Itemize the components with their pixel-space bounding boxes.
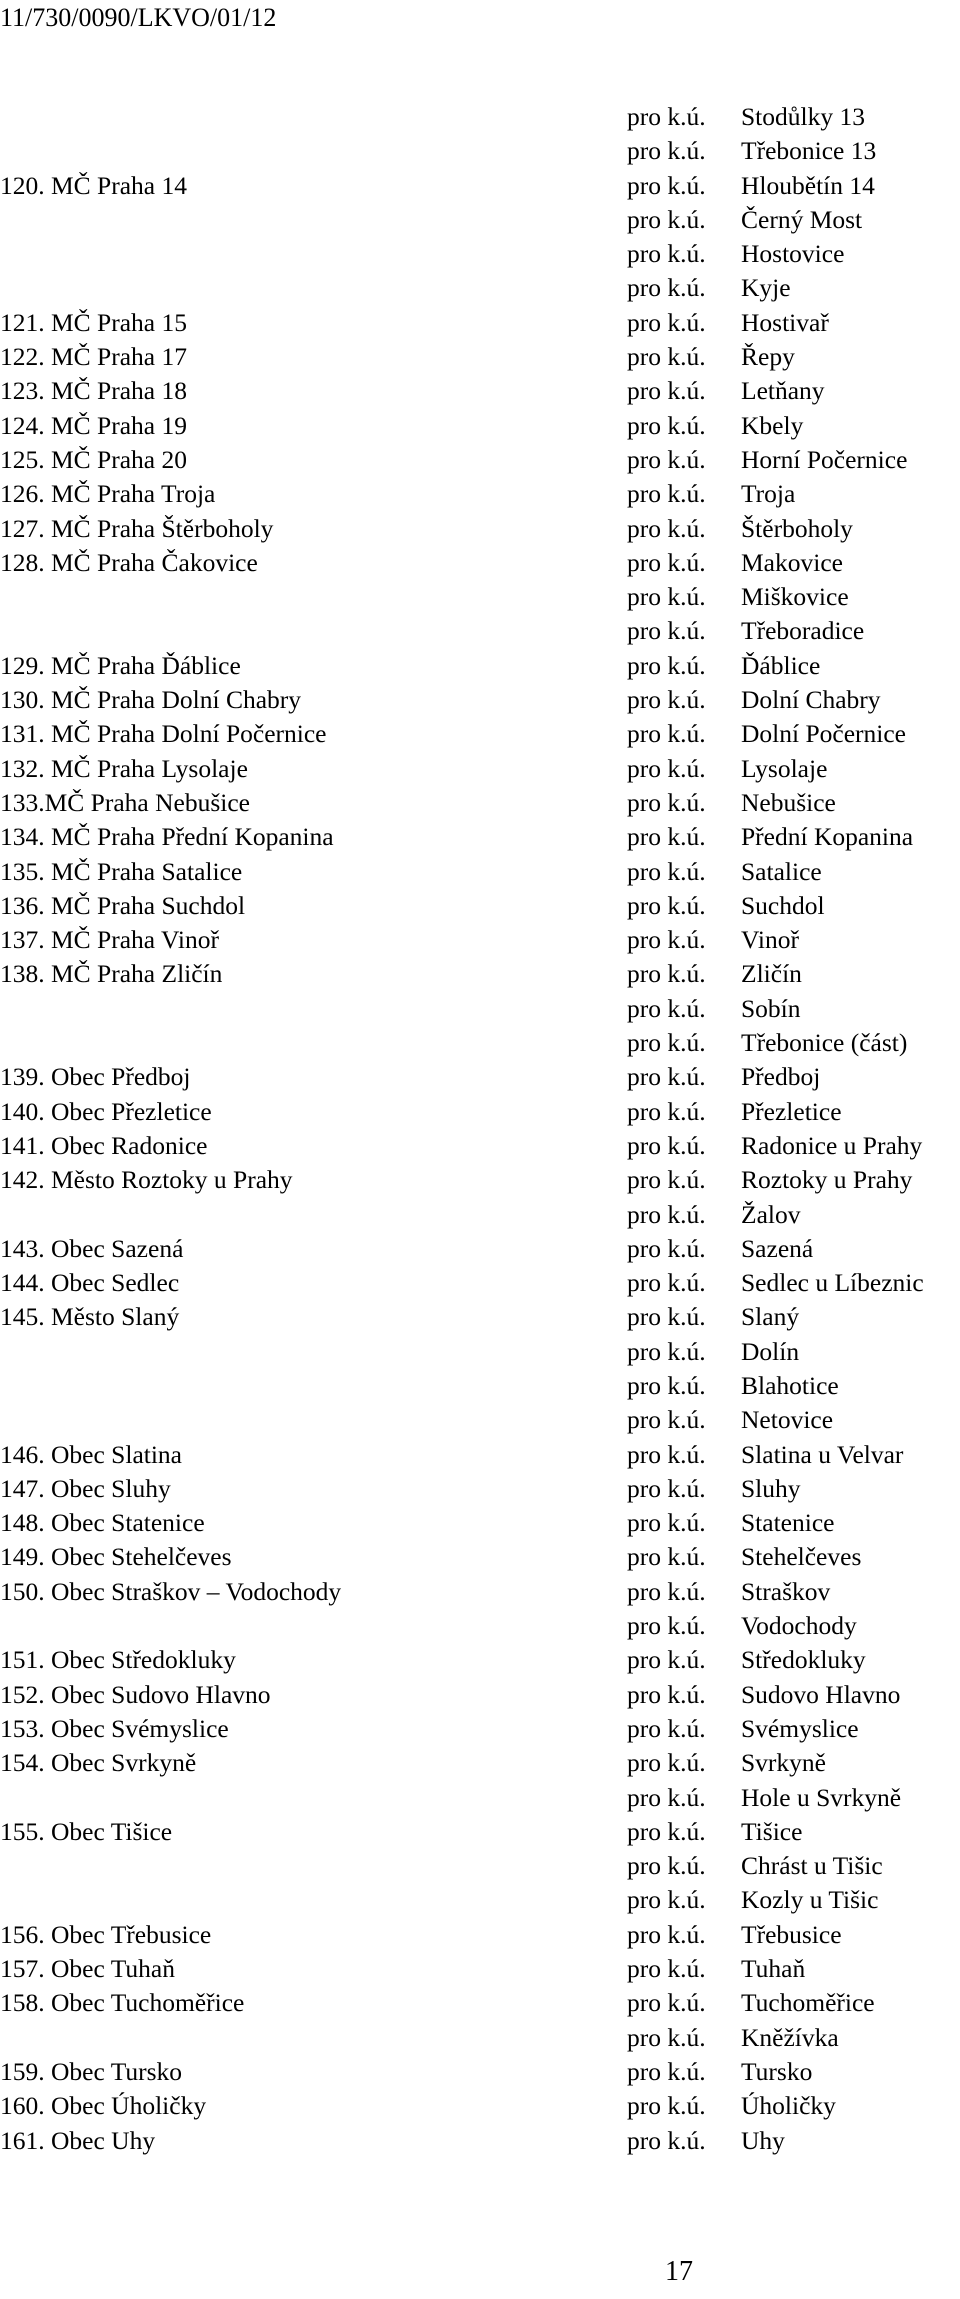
list-row	[0, 717, 960, 751]
cadastral-area-name: Slatina u Velvar	[741, 1439, 904, 1469]
list-row	[0, 271, 960, 305]
cadastral-area	[627, 374, 825, 408]
list-row	[0, 580, 960, 614]
municipality-name: 129. MČ Praha Ďáblice	[0, 650, 241, 680]
list-row	[0, 1163, 960, 1197]
cadastral-area-name: Letňany	[741, 376, 825, 406]
list-row	[0, 100, 960, 134]
list-row	[0, 203, 960, 237]
cadastral-prefix: pro k.ú.	[627, 1988, 706, 2018]
cadastral-area	[627, 717, 906, 751]
cadastral-prefix: pro k.ú.	[627, 1062, 706, 1092]
cadastral-area	[627, 477, 795, 511]
cadastral-prefix: pro k.ú.	[627, 1233, 706, 1263]
cadastral-area	[627, 786, 836, 820]
list-row	[0, 1918, 960, 1952]
cadastral-area	[627, 855, 822, 889]
cadastral-prefix: pro k.ú.	[627, 273, 706, 303]
municipality-name: 157. Obec Tuhaň	[0, 1954, 175, 1984]
cadastral-area-name: Satalice	[741, 856, 822, 886]
cadastral-area-name: Kbely	[741, 410, 804, 440]
cadastral-area	[627, 1060, 820, 1094]
cadastral-area	[627, 1335, 799, 1369]
cadastral-area-name: Řepy	[741, 342, 795, 372]
list-row	[0, 1746, 960, 1780]
cadastral-prefix: pro k.ú.	[627, 1473, 706, 1503]
cadastral-area	[627, 1643, 866, 1677]
municipality-name: 152. Obec Sudovo Hlavno	[0, 1679, 271, 1709]
list-row	[0, 1575, 960, 1609]
cadastral-prefix: pro k.ú.	[627, 479, 706, 509]
cadastral-area-name: Chrást u Tišic	[741, 1851, 883, 1881]
cadastral-prefix: pro k.ú.	[627, 1954, 706, 1984]
cadastral-area-name: Stodůlky 13	[741, 102, 865, 131]
list-row	[0, 1540, 960, 1574]
municipality-name: 127. MČ Praha Štěrboholy	[0, 513, 274, 543]
cadastral-area-name: Předboj	[741, 1062, 821, 1092]
municipality-name: 139. Obec Předboj	[0, 1062, 191, 1092]
cadastral-area	[627, 1472, 801, 1506]
list-row	[0, 1472, 960, 1506]
cadastral-area-name: Roztoky u Prahy	[741, 1165, 913, 1195]
list-row	[0, 1883, 960, 1917]
cadastral-area	[627, 100, 865, 134]
cadastral-prefix: pro k.ú.	[627, 1679, 706, 1709]
list-row	[0, 374, 960, 408]
cadastral-area	[627, 546, 843, 580]
cadastral-area-name: Makovice	[741, 547, 843, 577]
municipality-name: 123. MČ Praha 18	[0, 376, 187, 406]
municipality-name: 159. Obec Tursko	[0, 2056, 183, 2086]
list-row	[0, 546, 960, 580]
cadastral-area-name: Sluhy	[741, 1473, 801, 1503]
municipality-name: 138. MČ Praha Zličín	[0, 959, 223, 989]
municipality-name: 130. MČ Praha Dolní Chabry	[0, 685, 302, 715]
list-row	[0, 889, 960, 923]
cadastral-area-name: Horní Počernice	[741, 444, 908, 474]
cadastral-prefix: pro k.ú.	[627, 1851, 706, 1881]
municipality-name: 153. Obec Svémyslice	[0, 1713, 229, 1743]
cadastral-area-name: Třebonice (část)	[741, 1028, 908, 1058]
territory-list	[0, 100, 960, 2158]
cadastral-prefix: pro k.ú.	[627, 1782, 706, 1812]
cadastral-area-name: Lysolaje	[741, 753, 828, 783]
list-row	[0, 1678, 960, 1712]
list-row	[0, 443, 960, 477]
cadastral-prefix: pro k.ú.	[627, 513, 706, 543]
document-reference: 11/730/0090/LKVO/01/12	[0, 3, 277, 32]
cadastral-area	[627, 1403, 833, 1437]
cadastral-area-name: Dolín	[741, 1336, 800, 1366]
cadastral-area	[627, 649, 820, 683]
cadastral-area-name: Zličín	[741, 959, 802, 989]
cadastral-area	[627, 1918, 842, 1952]
cadastral-area	[627, 1952, 805, 1986]
cadastral-prefix: pro k.ú.	[627, 1576, 706, 1606]
list-row	[0, 1335, 960, 1369]
municipality-name: 135. MČ Praha Satalice	[0, 856, 243, 886]
cadastral-area-name: Vinoř	[741, 925, 799, 955]
list-row	[0, 1266, 960, 1300]
municipality-name: 149. Obec Stehelčeves	[0, 1542, 232, 1572]
list-row	[0, 683, 960, 717]
list-row	[0, 1952, 960, 1986]
list-row	[0, 923, 960, 957]
list-row	[0, 855, 960, 889]
municipality-name: 147. Obec Sluhy	[0, 1473, 171, 1503]
cadastral-prefix: pro k.ú.	[627, 787, 706, 817]
cadastral-area-name: Statenice	[741, 1508, 835, 1538]
cadastral-prefix: pro k.ú.	[627, 376, 706, 406]
cadastral-area-name: Třebusice	[741, 1919, 842, 1949]
cadastral-area	[627, 1232, 813, 1266]
cadastral-area-name: Štěrboholy	[741, 513, 853, 543]
cadastral-area	[627, 340, 795, 374]
cadastral-prefix: pro k.ú.	[627, 1748, 706, 1778]
municipality-name: 131. MČ Praha Dolní Počernice	[0, 719, 327, 749]
cadastral-area-name: Netovice	[741, 1405, 834, 1435]
cadastral-prefix: pro k.ú.	[627, 1645, 706, 1675]
cadastral-area-name: Tursko	[741, 2056, 813, 2086]
cadastral-prefix: pro k.ú.	[627, 102, 706, 131]
list-row	[0, 1609, 960, 1643]
cadastral-area-name: Třeboradice	[741, 616, 865, 646]
list-row	[0, 169, 960, 203]
list-row	[0, 1815, 960, 1849]
cadastral-prefix: pro k.ú.	[627, 1199, 706, 1229]
cadastral-area	[627, 683, 881, 717]
cadastral-area-name: Třebonice 13	[741, 136, 877, 166]
cadastral-area-name: Blahotice	[741, 1370, 839, 1400]
municipality-name: 146. Obec Slatina	[0, 1439, 182, 1469]
list-row	[0, 1712, 960, 1746]
cadastral-area	[627, 1781, 901, 1815]
cadastral-area-name: Stehelčeves	[741, 1542, 862, 1572]
cadastral-area	[627, 1438, 903, 1472]
cadastral-area	[627, 1266, 924, 1300]
list-row	[0, 1781, 960, 1815]
cadastral-area-name: Sobín	[741, 993, 801, 1023]
cadastral-prefix: pro k.ú.	[627, 2022, 706, 2052]
municipality-name: 141. Obec Radonice	[0, 1130, 208, 1160]
cadastral-area	[627, 1609, 857, 1643]
cadastral-area-name: Nebušice	[741, 787, 836, 817]
cadastral-area	[627, 1712, 859, 1746]
cadastral-area	[627, 820, 913, 854]
list-row	[0, 1849, 960, 1883]
cadastral-prefix: pro k.ú.	[627, 1405, 706, 1435]
cadastral-area	[627, 134, 876, 168]
cadastral-prefix: pro k.ú.	[627, 685, 706, 715]
municipality-name: 140. Obec Přezletice	[0, 1096, 212, 1126]
list-row	[0, 1232, 960, 1266]
cadastral-area	[627, 1815, 802, 1849]
cadastral-area-name: Tišice	[741, 1816, 803, 1846]
municipality-name: 126. MČ Praha Troja	[0, 479, 216, 509]
municipality-name: 150. Obec Straškov – Vodochody	[0, 1576, 342, 1606]
list-row	[0, 2089, 960, 2123]
cadastral-prefix: pro k.ú.	[627, 890, 706, 920]
cadastral-prefix: pro k.ú.	[627, 1508, 706, 1538]
list-row	[0, 1643, 960, 1677]
list-row	[0, 1369, 960, 1403]
cadastral-prefix: pro k.ú.	[627, 410, 706, 440]
municipality-name: 155. Obec Tišice	[0, 1816, 173, 1846]
cadastral-area	[627, 1849, 883, 1883]
cadastral-area-name: Sedlec u Líbeznic	[741, 1268, 924, 1298]
cadastral-prefix: pro k.ú.	[627, 822, 706, 852]
municipality-name: 120. MČ Praha 14	[0, 170, 187, 200]
cadastral-prefix: pro k.ú.	[627, 1268, 706, 1298]
cadastral-area	[627, 1678, 900, 1712]
municipality-name: 144. Obec Sedlec	[0, 1268, 180, 1298]
cadastral-area	[627, 203, 862, 237]
cadastral-area-name: Úholičky	[741, 2091, 836, 2121]
list-row	[0, 1060, 960, 1094]
page-number: 17	[665, 2256, 693, 2287]
municipality-name: 122. MČ Praha 17	[0, 342, 187, 372]
cadastral-area	[627, 923, 799, 957]
cadastral-area	[627, 306, 829, 340]
cadastral-area	[627, 1746, 826, 1780]
municipality-name: 145. Město Slaný	[0, 1302, 180, 1332]
cadastral-prefix: pro k.ú.	[627, 582, 706, 612]
cadastral-area-name: Uhy	[741, 2125, 785, 2155]
list-row	[0, 1198, 960, 1232]
cadastral-area	[627, 2055, 812, 2089]
list-row	[0, 1438, 960, 1472]
cadastral-prefix: pro k.ú.	[627, 444, 706, 474]
cadastral-area-name: Ďáblice	[741, 650, 821, 680]
cadastral-prefix: pro k.ú.	[627, 170, 706, 200]
cadastral-prefix: pro k.ú.	[627, 1302, 706, 1332]
list-row	[0, 2124, 960, 2158]
cadastral-prefix: pro k.ú.	[627, 2091, 706, 2121]
municipality-name: 160. Obec Úholičky	[0, 2091, 207, 2121]
cadastral-area	[627, 992, 801, 1026]
cadastral-area	[627, 2021, 839, 2055]
cadastral-area-name: Kněžívka	[741, 2022, 839, 2052]
cadastral-area	[627, 1300, 799, 1334]
cadastral-area	[627, 1095, 842, 1129]
list-row	[0, 477, 960, 511]
cadastral-area-name: Dolní Počernice	[741, 719, 906, 749]
municipality-name: 156. Obec Třebusice	[0, 1919, 212, 1949]
cadastral-prefix: pro k.ú.	[627, 1439, 706, 1469]
cadastral-prefix: pro k.ú.	[627, 959, 706, 989]
cadastral-area-name: Slaný	[741, 1302, 800, 1332]
cadastral-prefix: pro k.ú.	[627, 342, 706, 372]
cadastral-area-name: Radonice u Prahy	[741, 1130, 923, 1160]
cadastral-area-name: Hloubětín 14	[741, 170, 875, 200]
cadastral-prefix: pro k.ú.	[627, 1096, 706, 1126]
cadastral-area	[627, 1163, 912, 1197]
list-row	[0, 306, 960, 340]
list-row	[0, 1095, 960, 1129]
cadastral-area-name: Straškov	[741, 1576, 831, 1606]
cadastral-area	[627, 614, 864, 648]
list-row	[0, 2021, 960, 2055]
cadastral-area	[627, 2124, 785, 2158]
list-row	[0, 237, 960, 271]
municipality-name: 128. MČ Praha Čakovice	[0, 547, 258, 577]
cadastral-area	[627, 1506, 834, 1540]
cadastral-area	[627, 1883, 878, 1917]
cadastral-area	[627, 1986, 875, 2020]
cadastral-prefix: pro k.ú.	[627, 1885, 706, 1915]
cadastral-area	[627, 443, 907, 477]
cadastral-prefix: pro k.ú.	[627, 616, 706, 646]
cadastral-prefix: pro k.ú.	[627, 856, 706, 886]
cadastral-prefix: pro k.ú.	[627, 239, 706, 269]
municipality-name: 134. MČ Praha Přední Kopanina	[0, 822, 334, 852]
list-row	[0, 1986, 960, 2020]
list-row	[0, 649, 960, 683]
cadastral-prefix: pro k.ú.	[627, 1028, 706, 1058]
cadastral-area	[627, 889, 825, 923]
cadastral-area-name: Suchdol	[741, 890, 825, 920]
cadastral-area-name: Žalov	[741, 1199, 801, 1229]
cadastral-area-name: Hostivař	[741, 307, 829, 337]
list-row	[0, 957, 960, 991]
cadastral-area-name: Sudovo Hlavno	[741, 1679, 901, 1709]
cadastral-area	[627, 169, 875, 203]
cadastral-area-name: Dolní Chabry	[741, 685, 881, 715]
cadastral-area-name: Tuchoměřice	[741, 1988, 875, 2018]
municipality-name: 125. MČ Praha 20	[0, 444, 187, 474]
cadastral-area	[627, 512, 853, 546]
cadastral-area-name: Přední Kopanina	[741, 822, 914, 852]
cadastral-prefix: pro k.ú.	[627, 136, 706, 166]
cadastral-prefix: pro k.ú.	[627, 753, 706, 783]
cadastral-area-name: Svrkyně	[741, 1748, 826, 1778]
cadastral-area-name: Hole u Svrkyně	[741, 1782, 902, 1812]
cadastral-prefix: pro k.ú.	[627, 307, 706, 337]
cadastral-area-name: Kyje	[741, 273, 791, 303]
list-row	[0, 512, 960, 546]
cadastral-area	[627, 957, 802, 991]
cadastral-prefix: pro k.ú.	[627, 2056, 706, 2086]
cadastral-area	[627, 1540, 861, 1574]
list-row	[0, 340, 960, 374]
list-row	[0, 992, 960, 1026]
cadastral-area	[627, 409, 803, 443]
list-row	[0, 1026, 960, 1060]
municipality-name: 137. MČ Praha Vinoř	[0, 925, 219, 955]
cadastral-prefix: pro k.ú.	[627, 650, 706, 680]
list-row	[0, 786, 960, 820]
cadastral-area	[627, 1129, 922, 1163]
list-row	[0, 1506, 960, 1540]
cadastral-prefix: pro k.ú.	[627, 547, 706, 577]
cadastral-area-name: Přezletice	[741, 1096, 842, 1126]
municipality-name: 132. MČ Praha Lysolaje	[0, 753, 248, 783]
list-row	[0, 614, 960, 648]
cadastral-area-name: Hostovice	[741, 239, 845, 269]
cadastral-area	[627, 1198, 800, 1232]
cadastral-area	[627, 580, 849, 614]
cadastral-prefix: pro k.ú.	[627, 1611, 706, 1641]
cadastral-area-name: Troja	[741, 479, 796, 509]
cadastral-area	[627, 1026, 907, 1060]
municipality-name: 143. Obec Sazená	[0, 1233, 184, 1263]
cadastral-prefix: pro k.ú.	[627, 204, 706, 234]
municipality-name: 151. Obec Středokluky	[0, 1645, 236, 1675]
list-row	[0, 1300, 960, 1334]
cadastral-prefix: pro k.ú.	[627, 2125, 706, 2155]
cadastral-area-name: Kozly u Tišic	[741, 1885, 879, 1915]
cadastral-prefix: pro k.ú.	[627, 1336, 706, 1366]
cadastral-prefix: pro k.ú.	[627, 1542, 706, 1572]
list-row	[0, 2055, 960, 2089]
cadastral-area	[627, 752, 827, 786]
cadastral-prefix: pro k.ú.	[627, 1130, 706, 1160]
cadastral-prefix: pro k.ú.	[627, 1370, 706, 1400]
cadastral-area	[627, 271, 791, 305]
cadastral-area-name: Tuhaň	[741, 1954, 806, 1984]
cadastral-area-name: Miškovice	[741, 582, 849, 612]
municipality-name: 133.MČ Praha Nebušice	[0, 787, 250, 817]
cadastral-prefix: pro k.ú.	[627, 1165, 706, 1195]
cadastral-prefix: pro k.ú.	[627, 1919, 706, 1949]
cadastral-area	[627, 2089, 836, 2123]
list-row	[0, 820, 960, 854]
cadastral-area	[627, 237, 844, 271]
municipality-name: 154. Obec Svrkyně	[0, 1748, 197, 1778]
municipality-name: 161. Obec Uhy	[0, 2125, 156, 2155]
list-row	[0, 752, 960, 786]
cadastral-area-name: Svémyslice	[741, 1713, 859, 1743]
cadastral-area	[627, 1369, 839, 1403]
cadastral-prefix: pro k.ú.	[627, 993, 706, 1023]
municipality-name: 136. MČ Praha Suchdol	[0, 890, 246, 920]
municipality-name: 121. MČ Praha 15	[0, 307, 187, 337]
municipality-name: 142. Město Roztoky u Prahy	[0, 1165, 293, 1195]
municipality-name: 148. Obec Statenice	[0, 1508, 205, 1538]
cadastral-prefix: pro k.ú.	[627, 719, 706, 749]
municipality-name: 124. MČ Praha 19	[0, 410, 187, 440]
cadastral-area-name: Vodochody	[741, 1611, 857, 1641]
list-row	[0, 409, 960, 443]
cadastral-prefix: pro k.ú.	[627, 1713, 706, 1743]
list-row	[0, 1129, 960, 1163]
cadastral-area	[627, 1575, 830, 1609]
list-row	[0, 1403, 960, 1437]
cadastral-prefix: pro k.ú.	[627, 1816, 706, 1846]
list-row	[0, 134, 960, 168]
cadastral-prefix: pro k.ú.	[627, 925, 706, 955]
municipality-name: 158. Obec Tuchoměřice	[0, 1988, 245, 2018]
cadastral-area-name: Středokluky	[741, 1645, 866, 1675]
cadastral-area-name: Sazená	[741, 1233, 814, 1263]
cadastral-area-name: Černý Most	[741, 204, 863, 234]
